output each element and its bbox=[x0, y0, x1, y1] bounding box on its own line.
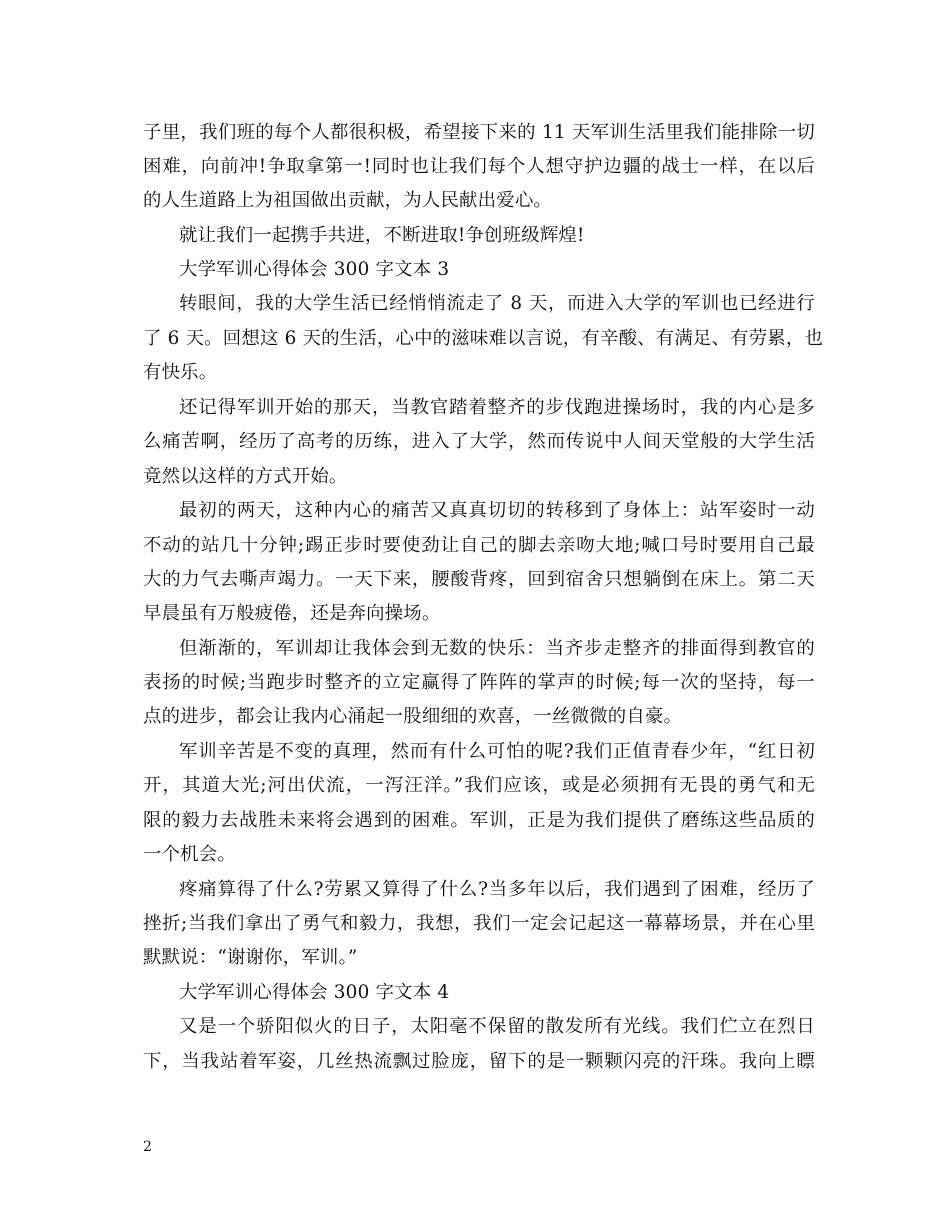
text-line: 困难，向前冲!争取拿第一!同时也让我们每个人想守护边疆的战士一样，在以后 bbox=[143, 156, 815, 177]
text-line: 还记得军训开始的那天，当教官踏着整齐的步伐跑进操场时，我的内心是多 bbox=[179, 397, 815, 418]
page-number: 2 bbox=[143, 1139, 152, 1155]
text-line: 转眼间，我的大学生活已经悄悄流走了 8 天，而进入大学的军训也已经进行 bbox=[179, 293, 815, 314]
text-line: 有快乐。 bbox=[143, 362, 218, 383]
text-line: 挫折;当我们拿出了勇气和毅力，我想，我们一定会记起这一幕幕场景，并在心里 bbox=[143, 913, 815, 934]
text-line: 竟然以这样的方式开始。 bbox=[143, 466, 348, 487]
text-line: 最初的两天，这种内心的痛苦又真真切切的转移到了身体上：站军姿时一动 bbox=[179, 500, 815, 521]
text-line: 默默说：“谢谢你，军训。” bbox=[143, 947, 358, 968]
text-line: 又是一个骄阳似火的日子，太阳毫不保留的散发所有光线。我们伫立在烈日 bbox=[179, 1016, 815, 1037]
text-line: 表扬的时候;当跑步时整齐的立定赢得了阵阵的掌声的时候;每一次的坚持，每一 bbox=[143, 672, 815, 693]
text-line: 一个机会。 bbox=[143, 844, 236, 865]
text-line: 限的毅力去战胜未来将会遇到的困难。军训，正是为我们提供了磨练这些品质的 bbox=[143, 810, 815, 831]
section-heading: 大学军训心得体会 300 字文本 3 bbox=[179, 259, 450, 280]
text-line: 了 6 天。回想这 6 天的生活，心中的滋味难以言说，有辛酸、有满足、有劳累，也 bbox=[143, 328, 824, 349]
text-line: 下，当我站着军姿，几丝热流飘过脸庞，留下的是一颗颗闪亮的汗珠。我向上瞟 bbox=[143, 1051, 815, 1072]
text-line: 的人生道路上为祖国做出贡献，为人民献出爱心。 bbox=[143, 190, 552, 211]
text-line: 但渐渐的，军训却让我体会到无数的快乐：当齐步走整齐的排面得到教官的 bbox=[179, 638, 815, 659]
text-line: 子里，我们班的每个人都很积极，希望接下来的 11 天军训生活里我们能排除一切 bbox=[143, 122, 815, 143]
section-heading: 大学军训心得体会 300 字文本 4 bbox=[179, 982, 450, 1003]
text-line: 点的进步，都会让我内心涌起一股细细的欢喜，一丝微微的自豪。 bbox=[143, 706, 683, 727]
text-line: 就让我们一起携手共进，不断进取!争创班级辉煌! bbox=[179, 225, 585, 246]
text-line: 么痛苦啊，经历了高考的历练，进入了大学，然而传说中人间天堂般的大学生活 bbox=[143, 431, 815, 452]
text-line: 早晨虽有万般疲倦，还是奔向操场。 bbox=[143, 603, 441, 624]
text-line: 开，其道大光;河出伏流，一泻汪洋。”我们应该，或是必须拥有无畏的勇气和无 bbox=[143, 775, 815, 796]
text-line: 军训辛苦是不变的真理，然而有什么可怕的呢?我们正值青春少年，“红日初 bbox=[179, 741, 815, 762]
text-line: 疼痛算得了什么?劳累又算得了什么?当多年以后，我们遇到了困难，经历了 bbox=[179, 879, 815, 900]
text-line: 不动的站几十分钟;踢正步时要使劲让自己的脚去亲吻大地;喊口号时要用自己最 bbox=[143, 535, 815, 556]
text-line: 大的力气去嘶声竭力。一天下来，腰酸背疼，回到宿舍只想躺倒在床上。第二天 bbox=[143, 569, 815, 590]
